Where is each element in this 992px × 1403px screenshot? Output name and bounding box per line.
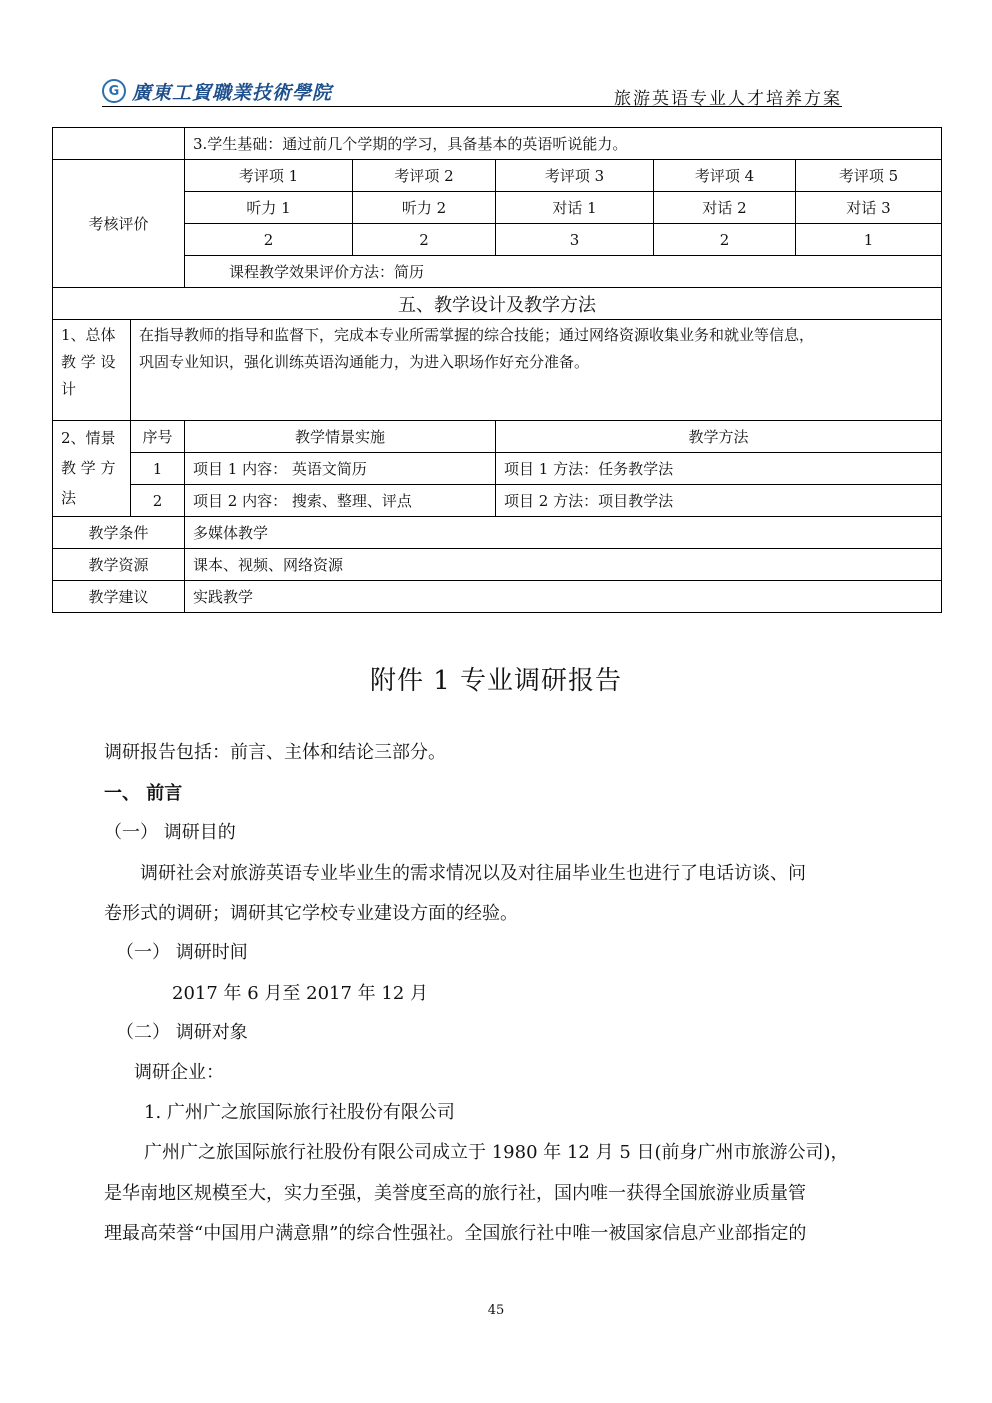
assess-name: 听力 1 — [185, 192, 353, 224]
sugg-value: 实践教学 — [185, 581, 942, 613]
heading-preface: 一、 前言 — [104, 783, 183, 804]
assess-name: 对话 2 — [654, 192, 796, 224]
design-text-line: 巩固专业知识，强化训练英语沟通能力，为进入职场作好充分准备。 — [139, 353, 590, 371]
purpose-line: 卷形式的调研；调研其它学校专业建设方面的经验。 — [104, 903, 518, 924]
table-row — [53, 517, 942, 549]
assess-item: 考评项 2 — [353, 160, 496, 192]
assess-score: 2 — [185, 224, 353, 256]
time-value: 2017 年 6 月至 2017 年 12 月 — [172, 983, 429, 1004]
assess-score: 1 — [796, 224, 942, 256]
scene-header-impl: 教学情景实施 — [185, 421, 496, 453]
scene-method: 项目 1 方法：任务教学法 — [496, 453, 942, 485]
assess-name: 听力 2 — [353, 192, 496, 224]
heading-target: （二） 调研对象 — [116, 1022, 248, 1043]
target-label: 调研企业： — [134, 1062, 224, 1083]
header-divider — [102, 106, 842, 107]
res-label: 教学资源 — [53, 549, 185, 581]
company-desc-line: 理最高荣誉“中国用户满意鼎”的综合性强社。全国旅行社中唯一被国家信息产业部指定的 — [104, 1223, 807, 1244]
table-row — [53, 128, 942, 160]
company-name: 1. 广州广之旅国际旅行社股份有限公司 — [144, 1102, 455, 1123]
assess-method: 课程教学效果评价方法：简历 — [185, 256, 942, 288]
assess-label: 考核评价 — [53, 160, 185, 288]
table-row — [53, 160, 942, 192]
design-text-line: 在指导教师的指导和监督下，完成本专业所需掌握的综合技能；通过网络资源收集业务和就业等信息， — [139, 326, 815, 344]
course-table — [52, 127, 942, 613]
school-logo — [102, 76, 332, 106]
cond-label: 教学条件 — [53, 517, 185, 549]
assess-item: 考评项 3 — [496, 160, 654, 192]
document-title: 旅游英语专业人才培养方案 — [614, 89, 842, 109]
report-intro: 调研报告包括：前言、主体和结论三部分。 — [104, 742, 446, 763]
cond-value: 多媒体教学 — [185, 517, 942, 549]
design-text — [131, 320, 942, 421]
table-row — [53, 224, 942, 256]
section-title: 五、教学设计及教学方法 — [53, 288, 942, 320]
student-basis: 3.学生基础：通过前几个学期的学习，具备基本的英语听说能力。 — [185, 128, 942, 160]
table-row — [53, 581, 942, 613]
table-row — [53, 485, 942, 517]
design-label-line: 1、总体 — [61, 326, 116, 344]
table-row — [53, 453, 942, 485]
assess-item: 考评项 5 — [796, 160, 942, 192]
table-row — [53, 320, 942, 421]
table-row — [53, 421, 942, 453]
res-value: 课本、视频、网络资源 — [185, 549, 942, 581]
heading-time: （一） 调研时间 — [116, 942, 248, 963]
scene-label — [53, 421, 131, 517]
assess-score: 2 — [654, 224, 796, 256]
scene-impl: 项目 1 内容： 英语文简历 — [185, 453, 496, 485]
appendix-title: 附件 1 专业调研报告 — [369, 666, 623, 696]
heading-purpose: （一） 调研目的 — [104, 822, 236, 843]
assess-name: 对话 1 — [496, 192, 654, 224]
empty-cell — [53, 128, 185, 160]
school-name: 廣東工貿職業技術學院 — [132, 81, 333, 104]
page-number: 45 — [487, 1303, 505, 1318]
scene-header-no: 序号 — [131, 421, 185, 453]
assess-item: 考评项 4 — [654, 160, 796, 192]
page-header — [102, 74, 842, 108]
scene-no: 2 — [131, 485, 185, 517]
design-label-line: 教 学 设 — [61, 353, 116, 371]
design-label — [53, 320, 131, 421]
sugg-label: 教学建议 — [53, 581, 185, 613]
purpose-line: 调研社会对旅游英语专业毕业生的需求情况以及对往届毕业生也进行了电话访谈、问 — [140, 863, 806, 884]
scene-label-line: 教 学 方 — [61, 459, 116, 477]
scene-impl: 项目 2 内容： 搜索、整理、评点 — [185, 485, 496, 517]
assess-score: 2 — [353, 224, 496, 256]
company-desc-line: 广州广之旅国际旅行社股份有限公司成立于 1980 年 12 月 5 日(前身广州市旅游公司)， — [144, 1142, 849, 1163]
scene-label-line: 2、情景 — [61, 429, 116, 447]
scene-method: 项目 2 方法：项目教学法 — [496, 485, 942, 517]
scene-header-method: 教学方法 — [496, 421, 942, 453]
assess-score: 3 — [496, 224, 654, 256]
table-row — [53, 192, 942, 224]
company-desc-line: 是华南地区规模至大，实力至强，美誉度至高的旅行社，国内唯一获得全国旅游业质量管 — [104, 1183, 806, 1204]
design-label-line: 计 — [61, 380, 77, 398]
table-row — [53, 288, 942, 320]
table-row — [53, 549, 942, 581]
scene-no: 1 — [131, 453, 185, 485]
assess-item: 考评项 1 — [185, 160, 353, 192]
assess-name: 对话 3 — [796, 192, 942, 224]
scene-label-line: 法 — [61, 489, 77, 507]
school-emblem-icon: G — [102, 79, 126, 103]
table-row — [53, 256, 942, 288]
